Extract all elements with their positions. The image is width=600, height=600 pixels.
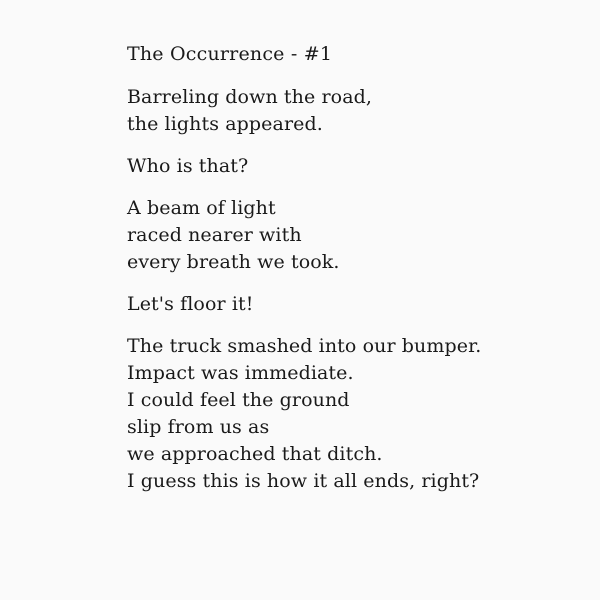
poem-line: The truck smashed into our bumper.: [127, 335, 482, 357]
poem-line: we approached that ditch.: [127, 443, 383, 465]
poem-line: every breath we took.: [127, 251, 340, 273]
poem-line: A beam of light: [127, 197, 276, 219]
stanza-4: [127, 291, 587, 318]
poem-line: I guess this is how it all ends, right?: [127, 470, 480, 492]
poem-line: the lights appeared.: [127, 113, 323, 135]
poem-line: Barreling down the road,: [127, 86, 373, 108]
poem: [127, 38, 587, 510]
poem-line: Impact was immediate.: [127, 362, 354, 384]
stanza-5: [127, 333, 587, 495]
poem-title: The Occurrence - #1: [127, 43, 333, 65]
poem-line: I could feel the ground: [127, 389, 350, 411]
stanza-1: [127, 84, 587, 138]
stanza-2: [127, 153, 587, 180]
poem-line: slip from us as: [127, 416, 270, 438]
poem-line: Let's floor it!: [127, 293, 254, 315]
stanza-3: [127, 195, 587, 276]
poem-line: Who is that?: [127, 155, 249, 177]
poem-line: raced nearer with: [127, 224, 302, 246]
